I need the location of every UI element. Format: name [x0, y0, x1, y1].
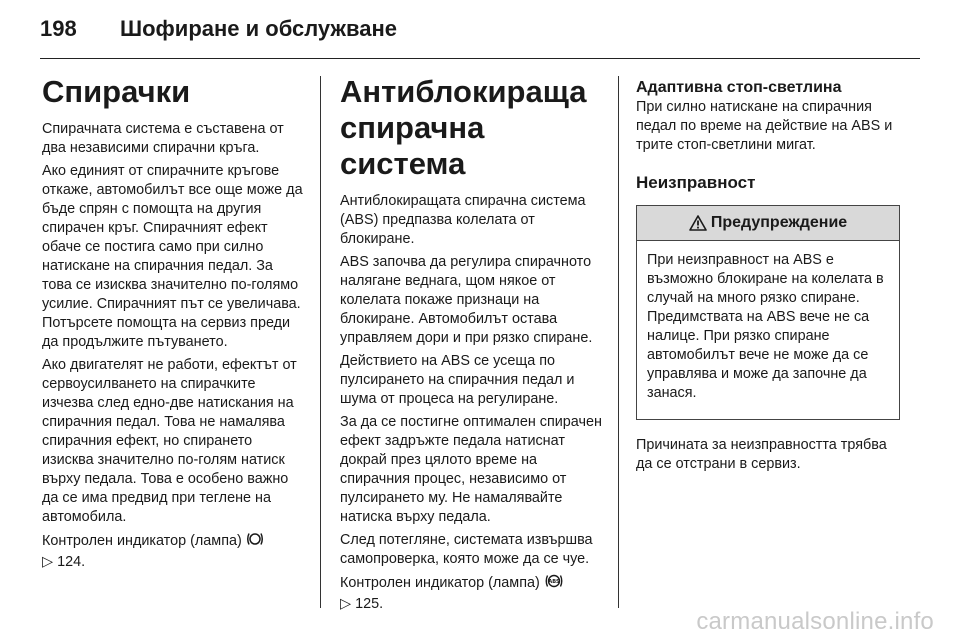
warning-title: Предупреждение: [710, 214, 848, 231]
paragraph: При силно натискане на спирачния педал по време на действие на ABS и трите стоп-светлини мигат.: [636, 99, 893, 153]
page-ref-link[interactable]: 124.: [57, 554, 86, 570]
warning-body: [637, 241, 899, 419]
column-abs: [340, 72, 602, 618]
paragraph: Действието на ABS се усеща по пулсирането на спирачния педал и шума от процеса на регулиране.: [340, 353, 575, 407]
column-divider-2: [618, 76, 619, 608]
indicator-reference: [42, 531, 304, 572]
watermark: carmanualsonline.info: [696, 608, 934, 635]
indicator-label: Контролен индикатор (лампа): [42, 533, 242, 549]
paragraph: Ако единият от спирачните кръгове откаже, автомобилът все още може да бъде спрян с помощта на другия спирачен кръг. Спирачният ефект обаче се постига само при силно натискане на спирачния педал. За това се изисква значително по-голямо усилие. Спирачният път се увеличава. Потърсете помощта на сервиз преди да продължите пътуването.: [42, 163, 303, 350]
column-divider-1: [320, 76, 321, 608]
warning-text: При неизправност на ABS е възможно блокиране на колелата в случай на много рязко спиране. Предимствата на ABS вече не са налице. При рязко спиране автомобилът вече не може да се управлява и може да започне да занася.: [647, 252, 884, 401]
paragraph: Причината за неизправността трябва да се отстрани в сервиз.: [636, 437, 887, 472]
paragraph: ABS започва да регулира спирачното налягане веднага, щом някое от колелата покаже признаци на блокиране. Автомобилът остава управляем дори и при рязко спиране.: [340, 254, 593, 346]
warning-triangle-icon: [689, 215, 707, 231]
section-title-fault: Неизправност: [636, 173, 756, 192]
brake-warning-icon: [246, 531, 264, 553]
page-ref-link[interactable]: 125.: [355, 596, 384, 612]
page-header: [40, 16, 397, 46]
paragraph: Ако двигателят не работи, ефектът от сервоусилването на спирачките изчезва след едно-две натискания на спирачния педал. Това не намалява спирачния ефект, но спирането изисква значително по-голям натиск върху педала. Това е особено важно да се има предвид при теглене на автомобила.: [42, 357, 297, 525]
paragraph: След потегляне, системата извършва самопроверка, която може да се чуе.: [340, 532, 593, 567]
chapter-title: Шофиране и обслужване: [120, 16, 398, 41]
section-title-abs: Антиблокираща спирачна система: [340, 74, 587, 181]
section-title-brakes: Спирачки: [42, 74, 191, 109]
column-brakes: [42, 72, 304, 576]
column-adaptive-brake-light: [636, 72, 900, 478]
arrow-right-icon: ▷: [42, 554, 54, 570]
warning-box: [636, 205, 900, 420]
indicator-reference: [340, 573, 602, 614]
indicator-label: Контролен индикатор (лампа): [340, 575, 540, 591]
paragraph: Антиблокиращата спирачна система (ABS) предпазва колелата от блокиране.: [340, 193, 586, 247]
paragraph: Спирачната система е съставена от два независими спирачни кръга.: [42, 121, 284, 156]
svg-text:ABS: ABS: [548, 579, 560, 585]
warning-header: [637, 206, 899, 241]
section-title-adaptive-light: Адаптивна стоп-светлина: [636, 79, 842, 96]
header-divider: [40, 58, 920, 59]
arrow-right-icon: ▷: [340, 596, 352, 612]
paragraph: За да се постигне оптимален спирачен ефект задръжте педала натиснат докрай през цялото време на спирачния процес, независимо от пулсирането му. Не намалявайте натиска върху педала.: [340, 414, 602, 525]
page-number: 198: [40, 16, 77, 41]
abs-warning-icon: [544, 573, 564, 595]
